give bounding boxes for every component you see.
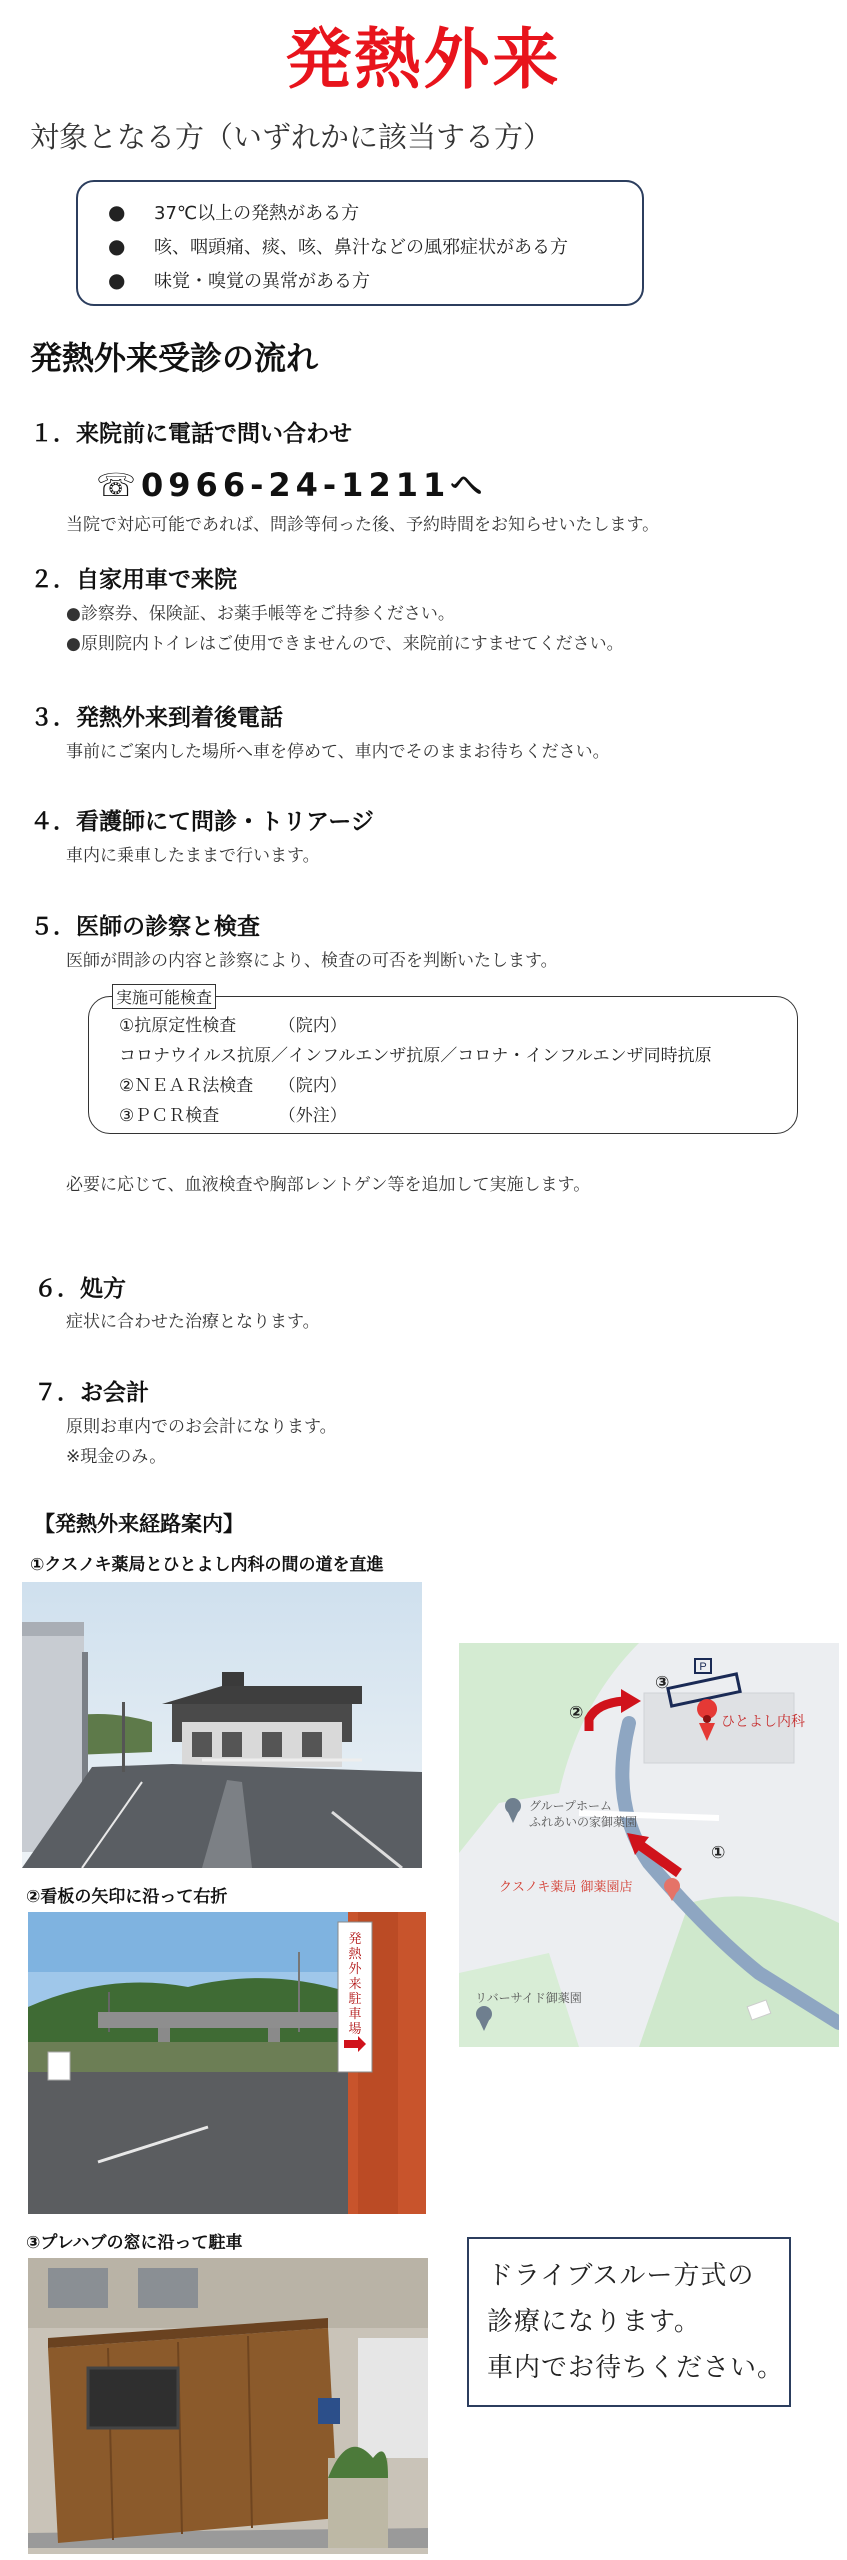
map-riverside-label: リバーサイド御薬園: [475, 1991, 582, 2005]
route-heading: 【発熱外来経路案内】: [34, 1512, 244, 1536]
photo-sign: [28, 1912, 426, 2214]
map-pharmacy-label: クスノキ薬局 御薬園店: [499, 1880, 633, 1895]
step3-text: 事前にご案内した場所へ車を停めて、車内でそのままお待ちください。: [66, 742, 610, 762]
photo-prefab: [28, 2258, 428, 2554]
symptom-item: [108, 264, 642, 298]
step1-text: 当院で対応可能であれば、問診等伺った後、予約時間をお知らせいたします。: [66, 515, 660, 535]
symptom-item: [108, 196, 642, 230]
map-grouphome-label: グループホーム: [529, 1799, 613, 1813]
map-num-1: ①: [711, 1843, 726, 1863]
page-title: 発熱外来: [285, 21, 562, 98]
step2-line: ●原則院内トイレはご使用できませんので、来院前にすませてください。: [66, 634, 624, 654]
target-heading: 対象となる方（いずれかに該当する方）: [30, 120, 553, 154]
symptom-text: 味覚・嗅覚の異常がある方: [154, 271, 370, 292]
exam-label: 実施可能検査: [112, 984, 216, 1009]
step1-title: １．来院前に電話で問い合わせ: [30, 421, 352, 447]
flow-heading: 発熱外来受診の流れ: [30, 339, 319, 377]
notice-line: 車内でお待ちください。: [487, 2353, 785, 2383]
exam-item: コロナウイルス抗原／インフルエンザ抗原／コロナ・インフルエンザ同時抗原: [119, 1046, 712, 1066]
bullet: ●: [108, 200, 126, 224]
symptom-text: 37℃以上の発熱がある方: [154, 203, 360, 224]
symptom-item: [108, 230, 642, 264]
sign-text: 発熱外来駐車場: [348, 1932, 362, 2037]
step5-note: 必要に応じて、血液検査や胸部レントゲン等を追加して実施します。: [66, 1175, 591, 1195]
step4-title: ４．看護師にて問診・トリアージ: [30, 809, 374, 835]
map-num-3: ③: [655, 1673, 670, 1693]
map-parking-label: P: [699, 1661, 707, 1673]
route-caption-1: ①クスノキ薬局とひとよし内科の間の道を直進: [30, 1555, 384, 1575]
step7-line: 原則お車内でのお会計になります。: [66, 1417, 337, 1437]
exam-item: ①抗原定性検査 （院内）: [119, 1016, 347, 1036]
step4-text: 車内に乗車したままで行います。: [66, 846, 320, 866]
route-caption-2: ②看板の矢印に沿って右折: [26, 1887, 228, 1907]
notice-line: ドライブスルー方式の: [487, 2261, 755, 2291]
step3-title: ３．発熱外来到着後電話: [30, 705, 283, 731]
drive-thru-notice: [467, 2237, 791, 2407]
symptom-text: 咳、咽頭痛、痰、咳、鼻汁などの風邪症状がある方: [154, 237, 568, 258]
step5-title: ５．医師の診察と検査: [30, 914, 260, 940]
map-grouphome-label: ふれあいの家御薬園: [529, 1815, 638, 1829]
notice-line: 診療になります。: [487, 2307, 701, 2337]
exam-item: ②ＮＥＡＲ法検査 （院内）: [119, 1076, 347, 1096]
step2-title: ２．自家用車で来院: [30, 567, 237, 593]
exam-item: ③ＰＣＲ検査 （外注）: [119, 1106, 347, 1126]
phone-number: ☏0966-24-1211へ: [96, 466, 488, 504]
symptom-box: [76, 180, 644, 306]
step7-title: ７．お会計: [34, 1380, 149, 1406]
photo-street: [22, 1582, 422, 1868]
route-map: [459, 1643, 839, 2047]
step6-title: ６．処方: [34, 1276, 126, 1302]
bullet: ●: [108, 234, 126, 258]
step6-text: 症状に合わせた治療となります。: [66, 1312, 320, 1332]
map-clinic-label: ひとよし内科: [721, 1714, 805, 1730]
exam-box: [88, 996, 798, 1134]
step7-line: ※現金のみ。: [66, 1447, 167, 1467]
bullet: ●: [108, 268, 126, 292]
step2-line: ●診察券、保険証、お薬手帳等をご持参ください。: [66, 604, 455, 624]
route-caption-3: ③プレハブの窓に沿って駐車: [26, 2233, 243, 2253]
map-num-2: ②: [569, 1703, 584, 1723]
step5-text: 医師が問診の内容と診察により、検査の可否を判断いたします。: [66, 951, 558, 971]
